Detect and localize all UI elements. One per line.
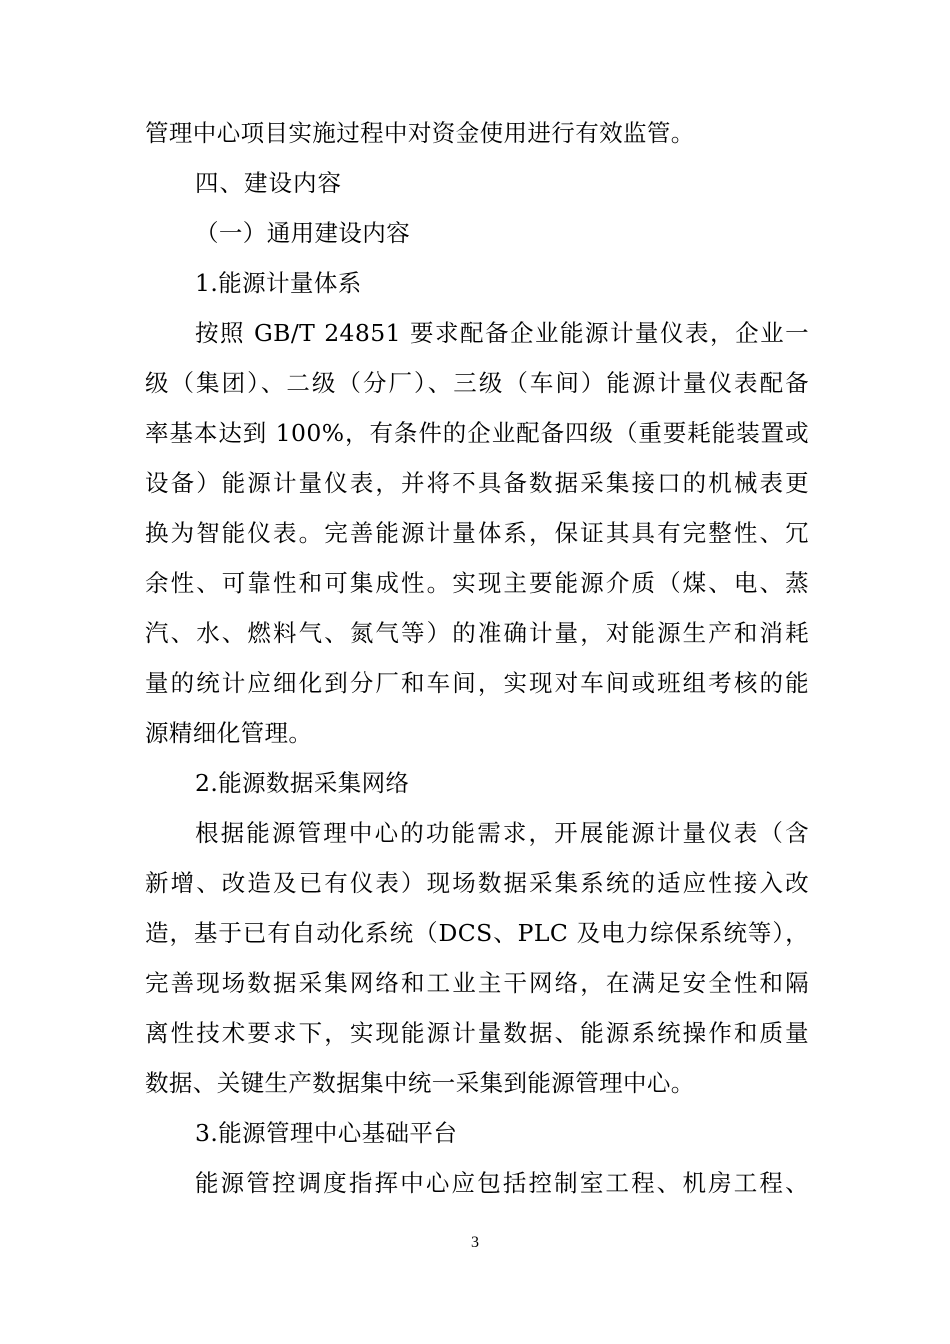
item-heading: 3.能源管理中心基础平台 xyxy=(195,1119,458,1147)
page-number: 3 xyxy=(471,1234,479,1251)
paragraph-line: 造，基于已有自动化系统（DCS、PLC 及电力综保系统等）， xyxy=(145,919,809,947)
paragraph-line: 量的统计应细化到分厂和车间，实现对车间或班组考核的能 xyxy=(145,669,809,697)
section-heading: 四、建设内容 xyxy=(195,169,342,197)
paragraph-line: 离性技术要求下，实现能源计量数据、能源系统操作和质量 xyxy=(145,1019,809,1047)
paragraph-line: 设备）能源计量仪表，并将不具备数据采集接口的机械表更 xyxy=(145,469,809,497)
paragraph-line: 管理中心项目实施过程中对资金使用进行有效监管。 xyxy=(145,119,695,147)
item-heading: 1.能源计量体系 xyxy=(195,269,362,297)
paragraph-line: 数据、关键生产数据集中统一采集到能源管理中心。 xyxy=(145,1069,695,1097)
paragraph-line: 源精细化管理。 xyxy=(145,719,313,747)
paragraph-line: 余性、可靠性和可集成性。实现主要能源介质（煤、电、蒸 xyxy=(145,569,809,597)
subsection-heading: （一）通用建设内容 xyxy=(195,219,411,247)
paragraph-line: 汽、水、燃料气、氮气等）的准确计量，对能源生产和消耗 xyxy=(145,619,809,647)
paragraph-line: 按照 GB/T 24851 要求配备企业能源计量仪表，企业一 xyxy=(195,319,809,347)
paragraph-line: 率基本达到 100%，有条件的企业配备四级（重要耗能装置或 xyxy=(145,419,809,447)
paragraph-line: 完善现场数据采集网络和工业主干网络，在满足安全性和隔 xyxy=(145,969,809,997)
paragraph-line: 新增、改造及已有仪表）现场数据采集系统的适应性接入改 xyxy=(145,869,809,897)
paragraph-line: 根据能源管理中心的功能需求，开展能源计量仪表（含 xyxy=(195,819,809,847)
paragraph-line: 换为智能仪表。完善能源计量体系，保证其具有完整性、冗 xyxy=(145,519,809,547)
paragraph-line: 级（集团）、二级（分厂）、三级（车间）能源计量仪表配备 xyxy=(145,369,809,397)
paragraph-line: 能源管控调度指挥中心应包括控制室工程、机房工程、 xyxy=(195,1169,809,1197)
item-heading: 2.能源数据采集网络 xyxy=(195,769,410,797)
